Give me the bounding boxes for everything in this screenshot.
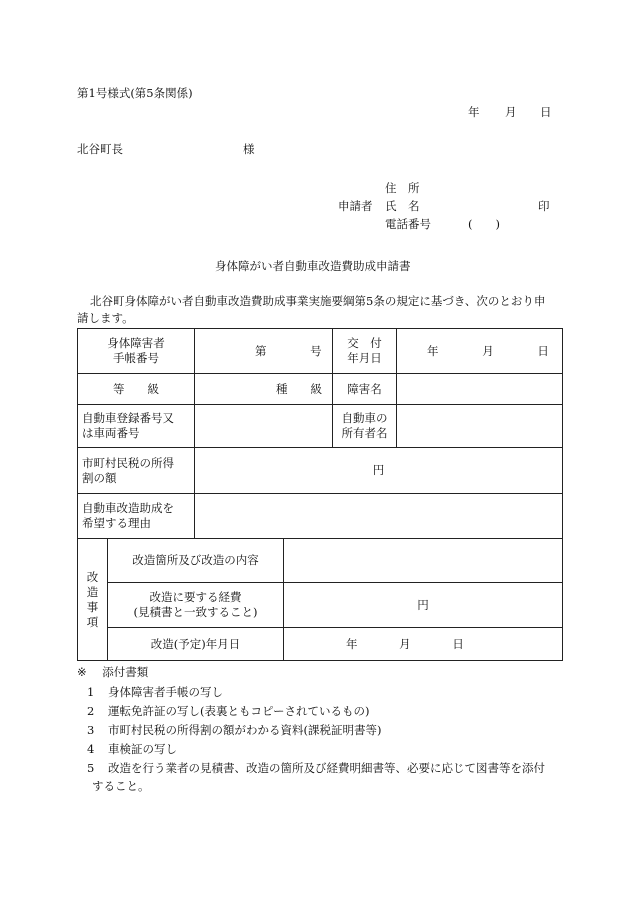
notebook-label-2: 手帳番号	[113, 351, 159, 365]
addressee: 北谷町長	[77, 142, 123, 156]
tax-label-1: 市町村民税の所得	[82, 455, 174, 470]
cost-amount-cell[interactable]	[284, 583, 563, 628]
attachments-heading-text: 添付書類	[102, 665, 149, 679]
owner-label-1: 自動車の	[341, 411, 388, 425]
form-number: 第1号様式(第5条関係)	[77, 86, 193, 100]
date-month: 月	[505, 105, 517, 119]
mod-v2: 造	[86, 584, 99, 599]
attachment-item: 4 車検証の写し	[87, 742, 177, 756]
mod-day: 日	[452, 636, 464, 651]
issue-label-1: 交 付	[347, 336, 382, 350]
date-day: 日	[540, 105, 552, 119]
application-form-table	[77, 328, 563, 661]
reg-label-1: 自動車登録番号又	[82, 411, 174, 425]
attachment-item: 5 改造を行う業者の見積書、改造の箇所及び経費明細書等、必要に応じて図書等を添付	[87, 761, 545, 775]
phone-label: 電話番号	[385, 217, 431, 231]
seal-mark: 印	[538, 199, 550, 213]
attachments-mark: ※	[77, 665, 87, 679]
cost-label-cell	[108, 583, 284, 628]
notebook-label-cell	[78, 329, 195, 374]
mod-v4: 項	[86, 614, 99, 629]
attachments-heading	[77, 664, 148, 680]
tax-label-cell	[78, 448, 195, 494]
attachment-item: 2 運転免許証の写し(表裏ともコピーされているもの)	[87, 704, 370, 718]
mod-date-label: 改造(予定)年月日	[108, 628, 284, 661]
owner-label-cell	[333, 405, 397, 448]
notebook-gou: 号	[310, 343, 322, 358]
reason-label-cell	[78, 494, 195, 539]
date-year: 年	[468, 105, 480, 119]
grade-label: 等 級	[78, 374, 195, 405]
reg-label-2: は車両番号	[82, 426, 140, 440]
applicant-role-label: 申請者	[338, 199, 373, 213]
attachment-item: 3 市町村民税の所得割の額がわかる資料(課税証明書等)	[87, 723, 382, 737]
row-mod-cost	[78, 583, 563, 628]
row-reason	[78, 494, 563, 539]
mod-v3: 事	[86, 599, 99, 614]
row-mod-content	[78, 539, 563, 583]
type-label: 種 級	[195, 374, 333, 405]
notebook-number-cell[interactable]	[195, 329, 333, 374]
row-mod-date	[78, 628, 563, 661]
issue-label-2: 年月日	[347, 351, 382, 365]
owner-label-2: 所有者名	[341, 426, 388, 440]
attachment-item: 1 身体障害者手帳の写し	[87, 685, 223, 699]
row-grade	[78, 374, 563, 405]
reason-cell[interactable]	[195, 494, 563, 539]
document-title: 身体障がい者自動車改造費助成申請書	[215, 259, 411, 273]
row-tax	[78, 448, 563, 494]
address-label: 住 所	[385, 181, 420, 195]
disability-name-cell[interactable]	[397, 374, 563, 405]
tax-yen: 円	[372, 463, 385, 477]
reason-label-1: 自動車改造助成を	[82, 501, 174, 515]
tax-label-2: 割の額	[82, 470, 117, 485]
owner-name-cell[interactable]	[397, 405, 563, 448]
registration-label-cell	[78, 405, 195, 448]
intro-line-2: 請します。	[77, 311, 134, 325]
intro-line-1: 北谷町身体障がい者自動車改造費助成事業実施要綱第5条の規定に基づき、次のとおり申	[90, 294, 546, 308]
modification-section-label	[78, 539, 108, 661]
cost-label-1: 改造に要する経費	[149, 590, 242, 604]
notebook-dai: 第	[255, 343, 267, 358]
notebook-label-1: 身体障害者	[107, 336, 165, 350]
row-notebook	[78, 329, 563, 374]
mod-month: 月	[399, 636, 411, 651]
issue-date-label-cell	[333, 329, 397, 374]
cost-yen: 円	[417, 597, 429, 612]
attachment-item-5-continued: すること。	[92, 779, 150, 793]
issue-day: 日	[537, 343, 549, 358]
mod-date-cell[interactable]	[284, 628, 563, 661]
disability-name-label: 障害名	[333, 374, 397, 405]
issue-month: 月	[482, 343, 494, 358]
honorific: 様	[243, 142, 255, 156]
row-registration	[78, 405, 563, 448]
registration-number-cell[interactable]	[195, 405, 333, 448]
issue-year: 年	[427, 343, 439, 358]
mod-v1: 改	[86, 569, 99, 584]
tax-amount-cell[interactable]	[195, 448, 563, 494]
reason-label-2: 希望する理由	[82, 516, 151, 530]
name-label: 氏 名	[385, 199, 420, 213]
phone-parens: ( )	[468, 217, 500, 231]
mod-year: 年	[346, 636, 358, 651]
mod-content-label: 改造箇所及び改造の内容	[108, 539, 284, 583]
issue-date-cell[interactable]	[397, 329, 563, 374]
cost-label-2: (見積書と一致すること)	[133, 605, 258, 619]
mod-content-cell[interactable]	[284, 539, 563, 583]
